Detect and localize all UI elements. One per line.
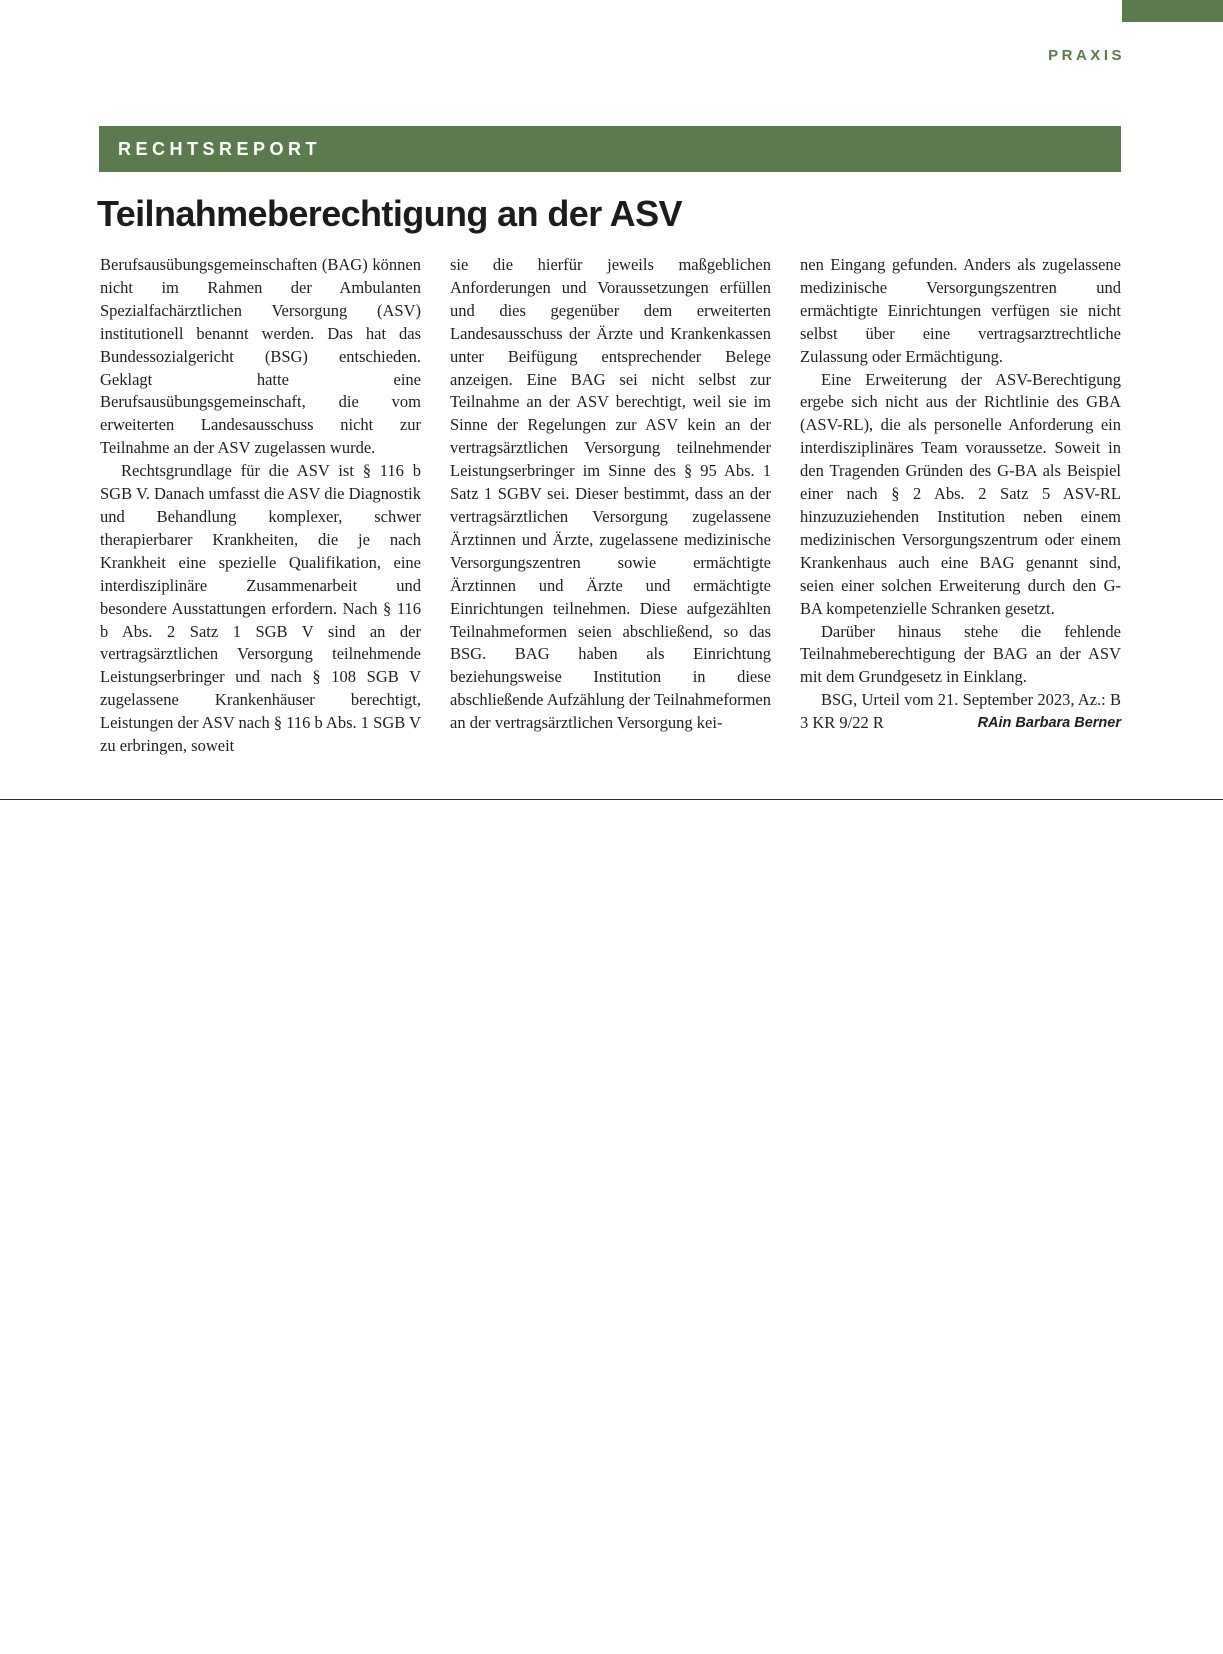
column-2 [450, 254, 771, 758]
author-signature: RAin Barbara Berner [977, 715, 1121, 732]
rubric-banner [99, 126, 1121, 172]
paragraph: Darüber hinaus stehe die fehlende Teilnahmeberechtigung der BAG an der ASV mit dem Grundgesetz in Einklang. [800, 621, 1121, 687]
citation-text: BSG, Urteil vom 21. September 2023, Az.: B 3 KR 9/22 R [800, 690, 1121, 733]
rubric-label: RECHTSREPORT [118, 139, 322, 159]
column-3 [800, 254, 1121, 758]
column-1 [100, 254, 421, 758]
article-title: Teilnahmeberechtigung an der ASV [97, 193, 682, 234]
paragraph: Berufsausübungsgemeinschaften (BAG) können nicht im Rahmen der Ambulanten Spezialfachärztlichen Versorgung (ASV) institutionell benannt werden. Das hat das Bundessozialgericht (BSG) entschieden. Geklagt hatte eine Berufsausübungsgemeinschaft, die vom erweiterten Landesausschuss nicht zur Teilnahme an der ASV zugelassen wurde. [100, 255, 421, 458]
paragraph: Rechtsgrundlage für die ASV ist § 116 b SGB V. Danach umfasst die ASV die Diagnostik und Behandlung komplexer, schwer therapierbarer Krankheiten, die je nach Krankheit eine spezielle Qualifikation, eine interdisziplinäre Zusammenarbeit und besondere Ausstattungen erfordern. Nach § 116 b Abs. 2 Satz 1 SGB V sind an der vertragsärztlichen Versorgung teilnehmende Leistungserbringer und nach § 108 SGB V zugelassene Krankenhäuser berechtigt, Leistungen der ASV nach § 116 b Abs. 1 SGB V zu erbringen, soweit [100, 461, 421, 756]
article-body [100, 254, 1122, 758]
divider-rule [0, 799, 1223, 800]
paragraph: nen Eingang gefunden. Anders als zugelassene medizinische Versorgungszentren und ermächtigte Einrichtungen verfügen sie nicht selbst über eine vertragsarztrechtliche Zulassung oder Ermächtigung. [800, 255, 1121, 366]
section-label: PRAXIS [1048, 47, 1125, 64]
corner-color-tab [1122, 0, 1223, 22]
citation-paragraph [800, 689, 1121, 735]
paragraph: sie die hierfür jeweils maßgeblichen Anforderungen und Voraussetzungen erfüllen und dies gegenüber dem erweiterten Landesausschuss der Ärzte und Krankenkassen unter Beifügung entsprechender Belege anzeigen. Eine BAG sei nicht selbst zur Teilnahme an der ASV berechtigt, weil sie im Sinne der Regelungen zur ASV kein an der vertragsärztlichen Versorgung teilnehmender Leistungserbringer im Sinne des § 95 Abs. 1 Satz 1 SGBV sei. Dieser bestimmt, dass an der vertragsärztlichen Versorgung zugelassene Ärztinnen und Ärzte, zugelassene medizinische Versorgungszentren sowie ermächtigte Ärztinnen und Ärzte und ermächtigte Einrichtungen teilnehmen. Diese aufgezählten Teilnahmeformen seien abschließend, so das BSG. BAG haben als Einrichtung beziehungsweise Institution in diese abschließende Aufzählung der Teilnahmeformen an der vertragsärztlichen Versorgung kei- [450, 255, 771, 733]
paragraph: Eine Erweiterung der ASV-Berechtigung ergebe sich nicht aus der Richtlinie des GBA (ASV-RL), die als personelle Anforderung ein interdisziplinäres Team voraussetze. Soweit in den Tragenden Gründen des G-BA als Beispiel einer nach § 2 Abs. 2 Satz 5 ASV-RL hinzuzuziehenden Institution neben einem medizinischen Versorgungszentrum oder einem Krankenhaus auch eine BAG genannt sind, seien einer solchen Erweiterung durch den G-BA kompetenzielle Schranken gesetzt. [800, 369, 1121, 618]
